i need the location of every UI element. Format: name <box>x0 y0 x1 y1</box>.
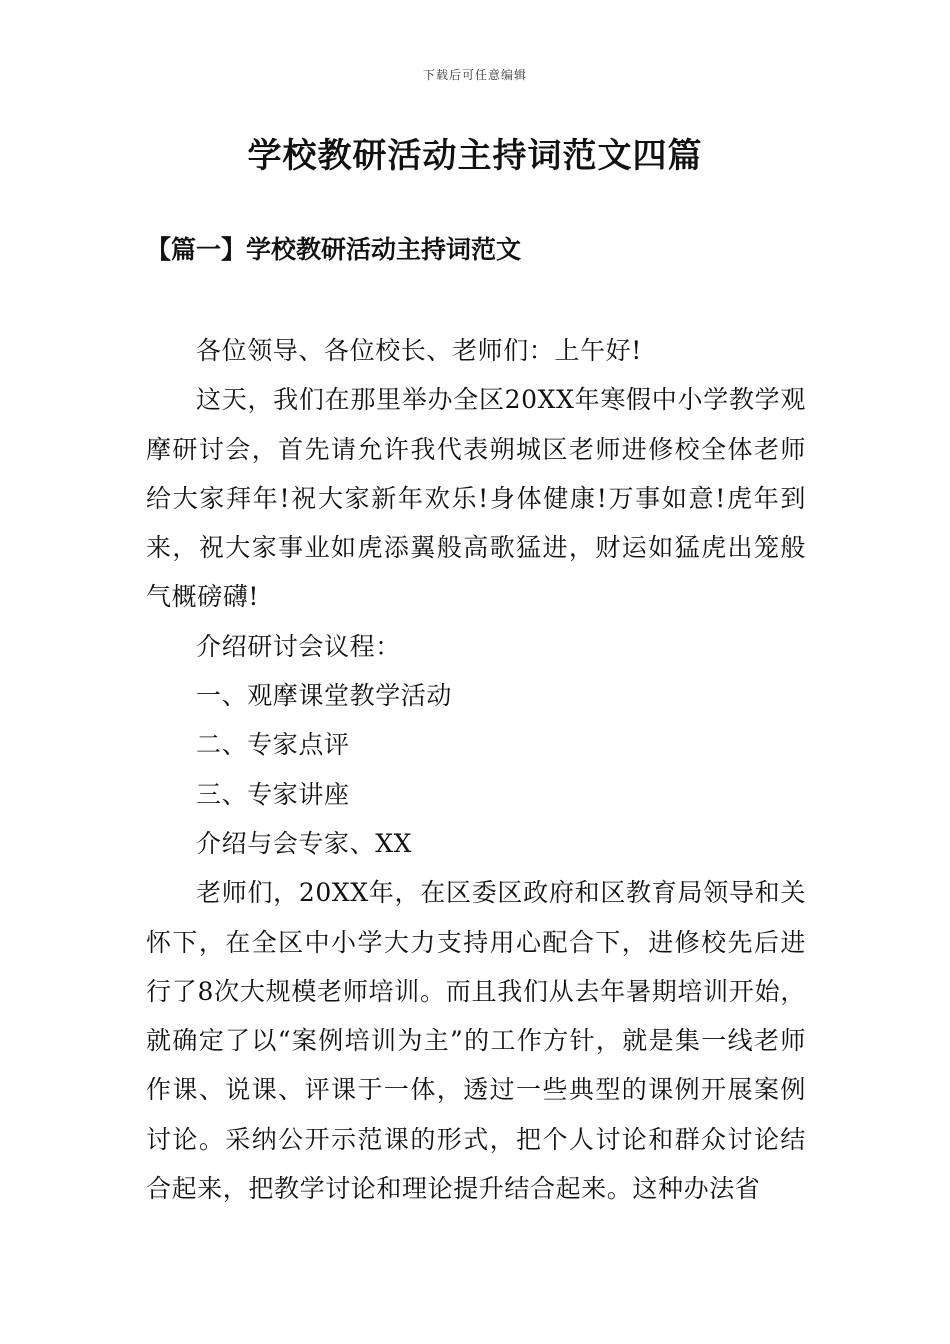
body-text <box>146 326 806 1213</box>
agenda-item-1: 一、观摩课堂教学活动 <box>196 681 453 711</box>
agenda-item-3: 三、专家讲座 <box>196 779 350 809</box>
paragraph-experts: 介绍与会专家、XX <box>196 828 412 858</box>
paragraph-greeting: 各位领导、各位校长、老师们：上午好! <box>196 336 642 365</box>
header-note: 下载后可任意编辑 <box>422 68 527 82</box>
document-title: 学校教研活动主持词范文四篇 <box>247 136 703 176</box>
paragraph-agenda-intro: 介绍研讨会议程： <box>196 631 401 661</box>
paragraph-review: 老师们，20XX年，在区委区政府和区教育局领导和关怀下，在全区中小学大力支持用心配合下，进修校先后进行了8次大规模老师培训。而且我们从去年暑期培训开始，就确定了以“案例培训为主”的工作方针，就是集一线老师作课、说课、评课于一体，透过一些典型的课例开展案例讨论。采纳公开示范课的形式，把个人讨论和群众讨论结合起来，把教学讨论和理论提升结合起来。这种办法省 <box>146 878 806 1204</box>
agenda-item-2: 二、专家点评 <box>196 730 350 760</box>
section-heading: 【篇一】学校教研活动主持词范文 <box>146 235 522 264</box>
paragraph-opening: 这天，我们在那里举办全区20XX年寒假中小学教学观摩研讨会，首先请允许我代表朔城区老师进修校全体老师给大家拜年!祝大家新年欢乐!身体健康!万事如意!虎年到来，祝大家事业如虎添翼般高歌猛进，财运如猛虎出笼般气概磅礴! <box>146 385 806 612</box>
